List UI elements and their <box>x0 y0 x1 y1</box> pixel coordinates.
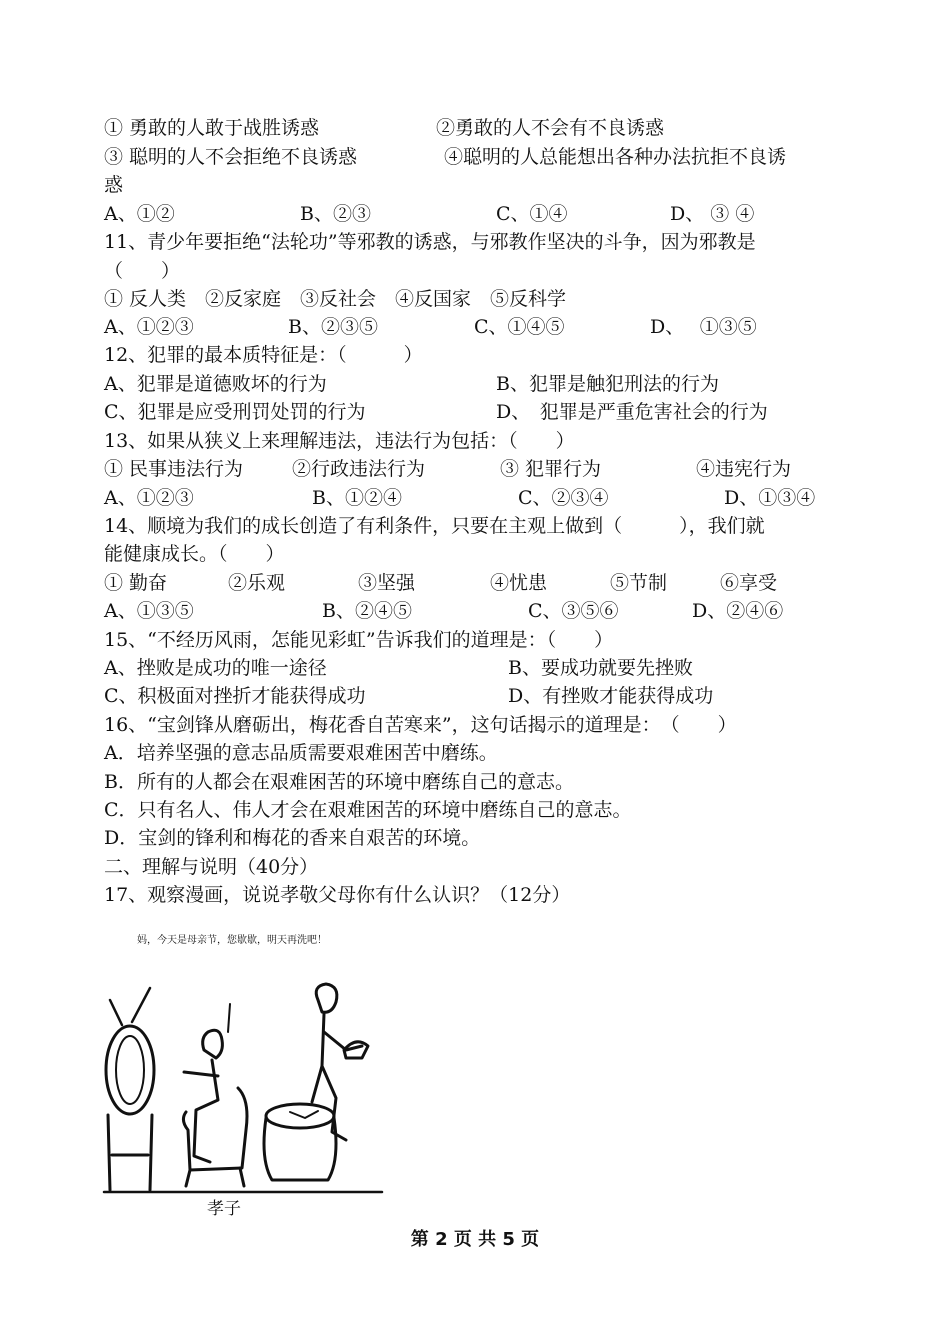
q16-option-c: C．只有名人、伟人才会在艰难困苦的环境中磨练自己的意志。 <box>104 799 632 821</box>
son-head <box>316 984 337 1012</box>
q13-item-4: ④违宪行为 <box>696 458 792 480</box>
q15-options-row2 <box>104 682 864 710</box>
q11-choice-d: D、 ①③⑤ <box>650 316 757 338</box>
page-footer: 第 2 页 共 5 页 <box>410 1229 540 1250</box>
q17-stem: 17、观察漫画，说说孝敬父母你有什么认识？（12分） <box>104 884 571 906</box>
q14-choice-b: B、②④⑤ <box>322 600 412 622</box>
sitting-person-head <box>203 1030 223 1058</box>
q10-choices <box>104 200 864 228</box>
q12-option-c: C、犯罪是应受刑罚处罚的行为 <box>104 401 366 423</box>
comic-caption: 孝子 <box>207 1199 241 1219</box>
q14-item-6: ⑥享受 <box>720 572 778 594</box>
q14-items <box>104 569 864 597</box>
q10-options-row2 <box>104 143 864 171</box>
q11-choices <box>104 313 864 341</box>
q13-item-1: ① 民事违法行为 <box>104 458 244 480</box>
q12-options-row1 <box>104 370 864 398</box>
q14-stem: 14、顺境为我们的成长创造了有利条件，只要在主观上做到（ ），我们就 <box>104 515 765 537</box>
q13-choice-c: C、②③④ <box>518 487 609 509</box>
tv-antenna <box>110 988 150 1025</box>
q14-stem-wrap: 能健康成长。（ ） <box>104 543 285 565</box>
q15-option-b: B、要成功就要先挫败 <box>508 657 693 679</box>
q10-choice-d: D、 ③ ④ <box>670 203 755 225</box>
q11-choice-b: B、②③⑤ <box>288 316 378 338</box>
q12-options-row2 <box>104 398 864 426</box>
q10-option-2: ②勇敢的人不会有不良诱惑 <box>436 117 665 139</box>
q14-item-4: ④忧患 <box>490 572 548 594</box>
q13-choices <box>104 484 864 512</box>
q12-option-b: B、犯罪是触犯刑法的行为 <box>496 373 719 395</box>
q11-stem-wrap: （ ） <box>104 260 181 282</box>
q12-option-d: D、 犯罪是严重危害社会的行为 <box>496 401 768 423</box>
comic-speech-text: 妈，今天是母亲节，您歇歇，明天再洗吧！ <box>137 935 327 946</box>
q10-option-4-wrap: 惑 <box>104 174 124 196</box>
tv-stand <box>108 1115 152 1190</box>
q10-option-1: ① 勇敢的人敢于战胜诱惑 <box>104 117 320 139</box>
q16-option-b: B．所有的人都会在艰难困苦的环境中磨练自己的意志。 <box>104 771 574 793</box>
q13-choice-b: B、①②④ <box>312 487 402 509</box>
tv-screen <box>106 1026 154 1114</box>
q15-stem: 15、“不经历风雨，怎能见彩虹”告诉我们的道理是：（ ） <box>104 629 614 651</box>
q14-choices <box>104 597 864 625</box>
q10-choice-b: B、②③ <box>300 203 371 225</box>
q16-stem: 16、“宝剑锋从磨砺出，梅花香自苦寒来”，这句话揭示的道理是： （ ） <box>104 714 737 736</box>
steam-mark <box>228 1004 230 1032</box>
q10-option-3: ③ 聪明的人不会拒绝不良诱惑 <box>104 146 358 168</box>
q11-choice-c: C、①④⑤ <box>474 316 565 338</box>
q14-item-5: ⑤节制 <box>610 572 668 594</box>
q15-option-d: D、有挫败才能获得成功 <box>508 685 714 707</box>
q16-option-a: A．培养坚强的意志品质需要艰难困苦中磨练。 <box>104 742 498 764</box>
q13-stem: 13、如果从狭义上来理解违法，违法行为包括：（ ） <box>104 430 575 452</box>
q12-option-a: A、犯罪是道德败坏的行为 <box>104 373 327 395</box>
q12-stem: 12、犯罪的最本质特征是：（ ） <box>104 344 423 366</box>
q10-choice-c: C、①④ <box>496 203 568 225</box>
q10-option-4: ④聪明的人总能想出各种办法抗拒不良诱 <box>444 146 787 168</box>
q11-choice-a: A、①②③ <box>104 316 194 338</box>
q14-item-3: ③坚强 <box>358 572 416 594</box>
q10-options-row1 <box>104 114 864 142</box>
q13-items <box>104 455 864 483</box>
q14-choice-d: D、②④⑥ <box>692 600 784 622</box>
q16-option-d: D．宝剑的锋利和梅花的香来自艰苦的环境。 <box>104 827 481 849</box>
q14-choice-c: C、③⑤⑥ <box>528 600 619 622</box>
q11-items: ① 反人类 ②反家庭 ③反社会 ④反国家 ⑤反科学 <box>104 288 567 310</box>
q14-item-1: ① 勤奋 <box>104 572 168 594</box>
q15-option-a: A、挫败是成功的唯一途径 <box>104 657 327 679</box>
q15-option-c: C、积极面对挫折才能获得成功 <box>104 685 366 707</box>
q11-stem: 11、青少年要拒绝“法轮功”等邪教的诱惑，与邪教作坚决的斗争，因为邪教是 <box>104 231 756 253</box>
q13-choice-d: D、①③④ <box>724 487 816 509</box>
q13-choice-a: A、①②③ <box>104 487 194 509</box>
q14-item-2: ②乐观 <box>228 572 286 594</box>
q10-choice-a: A、①② <box>104 203 175 225</box>
q14-choice-a: A、①③⑤ <box>104 600 194 622</box>
section-heading: 二、理解与说明（40分） <box>104 856 319 878</box>
q13-item-3: ③ 犯罪行为 <box>500 458 602 480</box>
q15-options-row1 <box>104 654 864 682</box>
comic-illustration <box>100 980 385 1200</box>
q13-item-2: ②行政违法行为 <box>292 458 426 480</box>
